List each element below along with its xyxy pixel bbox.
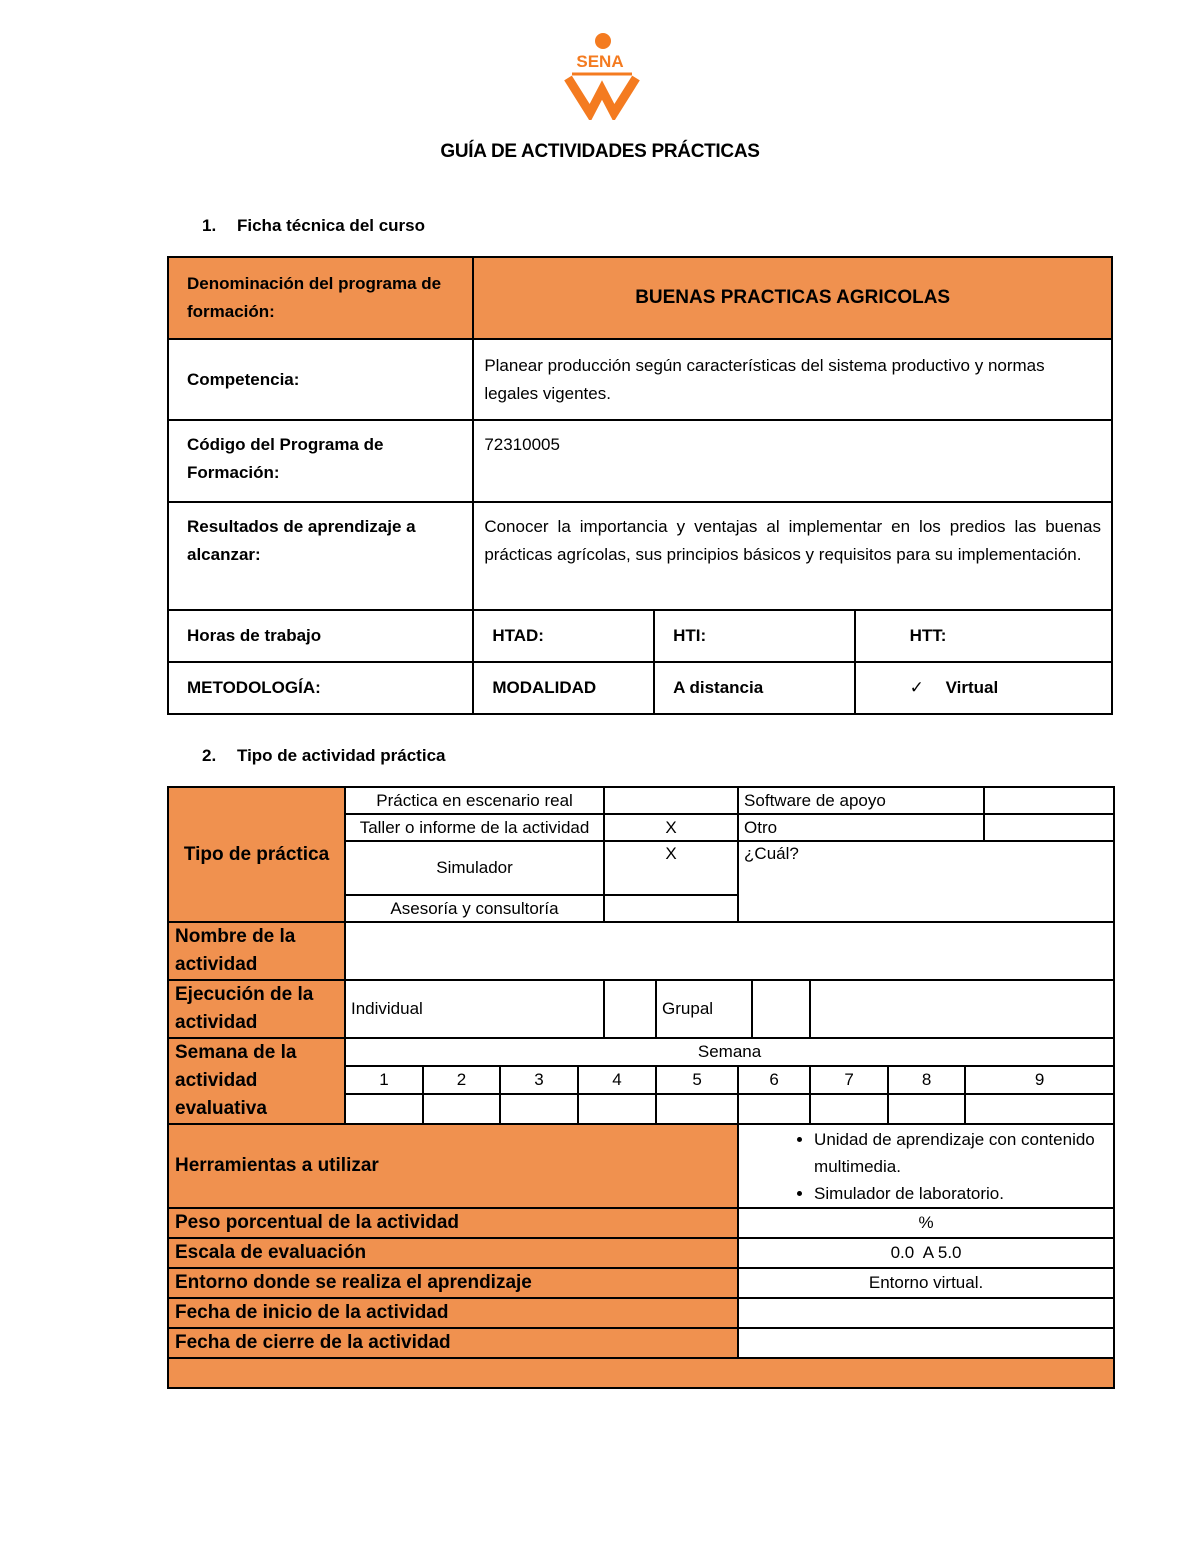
week-7-value	[810, 1094, 888, 1124]
program-value: BUENAS PRACTICAS AGRICOLAS	[635, 287, 951, 308]
opt-simulador-label: Simulador	[436, 858, 513, 877]
metodologia-label: METODOLOGÍA:	[187, 678, 321, 697]
week-number: 9	[1034, 1070, 1045, 1089]
peso-value-cell	[738, 1208, 1114, 1238]
opt-otro-label: Otro	[744, 817, 778, 837]
opt-escenario-mark-cell	[604, 787, 738, 814]
week-1-value	[345, 1094, 423, 1124]
ejecucion-label: Ejecución de la actividad	[175, 984, 314, 1033]
nombre-label: Nombre de la actividad	[175, 926, 296, 975]
htt-label: HTT:	[909, 626, 947, 645]
week-number: 2	[456, 1070, 467, 1089]
week-number: 7	[844, 1070, 854, 1089]
modalidad-label: MODALIDAD	[492, 678, 597, 697]
opt-simulador-mark-cell	[604, 841, 738, 895]
week-2-cell	[423, 1066, 500, 1094]
peso-label: Peso porcentual de la actividad	[175, 1212, 460, 1233]
a-distancia-label: A distancia	[673, 678, 764, 697]
herramientas-label: Herramientas a utilizar	[175, 1155, 379, 1176]
inicio-value-cell	[738, 1298, 1114, 1328]
competencia-label-cell	[168, 339, 473, 420]
opt-asesoria-mark-cell	[604, 895, 738, 922]
semana-label-cell	[168, 1038, 345, 1124]
codigo-label-cell	[168, 420, 473, 502]
cierre-label-cell	[168, 1328, 738, 1358]
resultados-value-cell	[473, 502, 1112, 610]
competencia-label: Competencia:	[187, 369, 300, 389]
week-9-value	[965, 1094, 1114, 1124]
week-6-cell	[738, 1066, 810, 1094]
entorno-value-cell	[738, 1268, 1114, 1298]
nombre-label-cell	[168, 922, 345, 980]
footer-bar	[168, 1358, 1114, 1388]
metodologia-label-cell	[168, 662, 473, 714]
week-number: 6	[769, 1070, 779, 1089]
semana-header: Semana	[697, 1042, 762, 1061]
week-number: 5	[692, 1070, 702, 1089]
escala-value: 0.0 A 5.0	[890, 1243, 962, 1262]
week-8-value	[888, 1094, 965, 1124]
ejecucion-label-cell	[168, 980, 345, 1038]
section-1-number: 1.	[202, 216, 217, 235]
week-number: 8	[921, 1070, 932, 1089]
escala-label: Escala de evaluación	[175, 1242, 367, 1263]
week-4-value	[578, 1094, 656, 1124]
herramientas-list	[744, 1126, 1108, 1207]
cierre-value-cell	[738, 1328, 1114, 1358]
codigo-label: Código del Programa de Formación:	[187, 435, 384, 482]
week-4-cell	[578, 1066, 656, 1094]
opt-escenario-label: Práctica en escenario real	[376, 790, 573, 810]
grupal-label: Grupal	[662, 999, 714, 1018]
week-number: 3	[534, 1070, 544, 1089]
week-9-cell	[965, 1066, 1114, 1094]
week-number: 4	[612, 1070, 622, 1089]
hti-label: HTI:	[673, 626, 707, 645]
program-value-cell	[473, 257, 1112, 339]
opt-asesoria-label: Asesoría y consultoría	[390, 898, 559, 918]
program-label: Denominación del programa de formación:	[187, 274, 442, 321]
codigo-value-cell	[473, 420, 1112, 502]
week-3-cell	[500, 1066, 578, 1094]
section-2-number: 2.	[202, 746, 217, 765]
htt-cell	[855, 610, 1112, 662]
week-6-value	[738, 1094, 810, 1124]
opt-taller-mark-cell	[604, 814, 738, 841]
individual-label: Individual	[351, 999, 423, 1018]
herramientas-list-cell	[738, 1124, 1114, 1208]
week-5-cell	[656, 1066, 738, 1094]
opt-otro-mark-cell	[984, 814, 1114, 841]
escala-value-cell	[738, 1238, 1114, 1268]
nombre-value-cell	[345, 922, 1114, 980]
checkmark-icon: ✓	[909, 678, 924, 697]
opt-simulador-cell	[345, 841, 604, 895]
resultados-value: Conocer la importancia y ventajas al implementar en los predios las buenas prácticas agrícolas, sus principios básicos y requisitos para su implementación.	[484, 517, 1101, 564]
codigo-value: 72310005	[484, 435, 560, 454]
individual-mark-cell	[604, 980, 656, 1038]
opt-asesoria-cell	[345, 895, 604, 922]
section-2-heading	[202, 746, 445, 766]
grupal-mark-cell	[752, 980, 810, 1038]
opt-cual-cell	[738, 841, 1114, 922]
sena-logo	[550, 30, 650, 120]
htad-label: HTAD:	[492, 626, 544, 645]
modalidad-cell	[473, 662, 654, 714]
escala-label-cell	[168, 1238, 738, 1268]
logo-text: SENA	[576, 52, 624, 71]
semana-header-cell	[345, 1038, 1114, 1066]
opt-taller-mark: X	[665, 817, 677, 837]
inicio-label-cell	[168, 1298, 738, 1328]
resultados-label: Resultados de aprendizaje a alcanzar:	[187, 517, 416, 564]
peso-label-cell	[168, 1208, 738, 1238]
virtual-label: Virtual	[945, 678, 999, 697]
htad-cell	[473, 610, 654, 662]
opt-cual-label: ¿Cuál?	[744, 844, 799, 863]
tipo-practica-label-cell	[168, 787, 345, 922]
horas-label-cell	[168, 610, 473, 662]
opt-software-label: Software de apoyo	[744, 790, 886, 810]
week-1-cell	[345, 1066, 423, 1094]
opt-taller-cell	[345, 814, 604, 841]
virtual-cell	[855, 662, 1112, 714]
logo-head	[595, 33, 611, 49]
cierre-label: Fecha de cierre de la actividad	[175, 1332, 451, 1353]
opt-simulador-mark: X	[665, 844, 677, 863]
ejecucion-extra-cell	[810, 980, 1114, 1038]
peso-value: %	[918, 1213, 934, 1232]
inicio-label: Fecha de inicio de la actividad	[175, 1302, 449, 1323]
section-1-heading	[202, 216, 425, 236]
section-1-title: Ficha técnica del curso	[237, 216, 426, 235]
program-label-cell	[168, 257, 473, 339]
entorno-value: Entorno virtual.	[868, 1273, 984, 1292]
logo-figure	[568, 78, 636, 113]
opt-software-cell	[738, 787, 984, 814]
resultados-label-cell	[168, 502, 473, 610]
week-5-value	[656, 1094, 738, 1124]
entorno-label-cell	[168, 1268, 738, 1298]
week-8-cell	[888, 1066, 965, 1094]
individual-cell	[345, 980, 604, 1038]
week-number: 1	[379, 1070, 389, 1089]
opt-software-mark-cell	[984, 787, 1114, 814]
tipo-practica-label: Tipo de práctica	[183, 843, 330, 865]
grupal-cell	[656, 980, 752, 1038]
competencia-value-cell	[473, 339, 1112, 420]
document-title: GUÍA DE ACTIVIDADES PRÁCTICAS	[440, 141, 760, 162]
opt-taller-label: Taller o informe de la actividad	[359, 817, 590, 837]
a-distancia-cell	[654, 662, 855, 714]
section-2-title: Tipo de actividad práctica	[237, 746, 446, 765]
horas-label: Horas de trabajo	[187, 626, 322, 645]
opt-otro-cell	[738, 814, 984, 841]
list-item: • Unidad de aprendizaje con contenido multimedia.	[814, 1126, 1108, 1180]
course-info-table	[167, 256, 1113, 715]
week-2-value	[423, 1094, 500, 1124]
hti-cell	[654, 610, 855, 662]
entorno-label: Entorno donde se realiza el aprendizaje	[175, 1272, 532, 1293]
activity-type-table	[167, 786, 1115, 1389]
herramientas-label-cell	[168, 1124, 738, 1208]
semana-label: Semana de la actividad evaluativa	[175, 1042, 297, 1119]
list-item: • Simulador de laboratorio.	[814, 1180, 1108, 1207]
week-7-cell	[810, 1066, 888, 1094]
opt-escenario-cell	[345, 787, 604, 814]
week-3-value	[500, 1094, 578, 1124]
competencia-value: Planear producción según características del sistema productivo y normas legales vigentes.	[484, 355, 1045, 403]
